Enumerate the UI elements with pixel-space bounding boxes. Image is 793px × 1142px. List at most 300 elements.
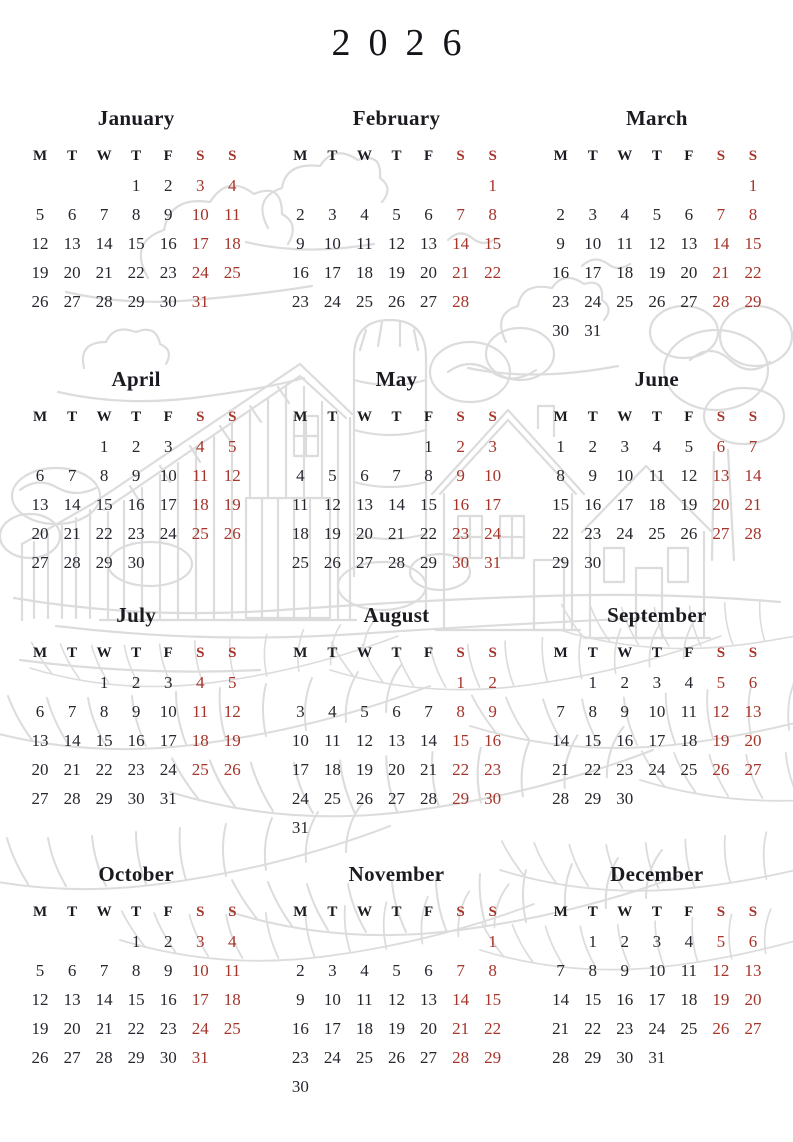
day-number: 14 xyxy=(63,494,81,514)
day-number: 17 xyxy=(159,494,177,514)
day-number: 10 xyxy=(484,465,502,485)
day-number: 4 xyxy=(328,701,337,721)
day-number: 13 xyxy=(680,233,698,253)
day-number: 18 xyxy=(648,494,666,514)
weekday-header: F xyxy=(684,147,694,164)
day-number: 29 xyxy=(95,788,113,808)
empty-day-cell xyxy=(316,1072,348,1101)
empty-day-cell xyxy=(477,813,509,842)
day-grid xyxy=(284,432,508,577)
day-number: 9 xyxy=(456,465,465,485)
day-number: 28 xyxy=(744,523,762,543)
day-number: 6 xyxy=(67,960,77,980)
day-number: 27 xyxy=(387,788,405,808)
weekday-header: F xyxy=(423,147,434,164)
day-number: 10 xyxy=(323,233,341,253)
month-title: June xyxy=(634,367,680,391)
day-number: 24 xyxy=(291,788,309,808)
day-number: 14 xyxy=(552,989,570,1009)
day-number: 26 xyxy=(387,1047,405,1067)
day-number: 5 xyxy=(392,204,401,224)
weekday-header: S xyxy=(716,408,726,425)
day-number: 18 xyxy=(680,730,698,750)
day-number: 7 xyxy=(556,960,565,980)
month-title: December xyxy=(610,862,704,886)
day-number: 24 xyxy=(648,759,666,779)
weekday-header-row xyxy=(24,141,248,171)
weekday-header: M xyxy=(293,408,308,425)
day-number: 23 xyxy=(552,291,570,311)
day-number: 23 xyxy=(584,523,602,543)
day-number: 3 xyxy=(163,436,173,456)
weekday-header: S xyxy=(196,903,205,920)
day-number: 20 xyxy=(744,730,762,750)
day-number: 15 xyxy=(127,233,145,253)
weekday-header-row xyxy=(284,141,508,171)
day-number: 8 xyxy=(588,960,597,980)
day-number: 31 xyxy=(584,320,602,340)
day-number: 24 xyxy=(323,1047,341,1067)
day-number: 19 xyxy=(680,494,698,514)
day-number: 22 xyxy=(452,759,470,779)
day-number: 7 xyxy=(99,960,109,980)
day-number: 1 xyxy=(588,931,597,951)
day-number: 8 xyxy=(131,960,141,980)
day-number: 25 xyxy=(355,291,373,311)
day-number: 7 xyxy=(67,701,77,721)
weekday-header: F xyxy=(423,644,434,661)
day-number: 16 xyxy=(616,989,634,1009)
day-number: 13 xyxy=(744,701,762,721)
day-number: 5 xyxy=(652,204,662,224)
day-number: 15 xyxy=(484,989,502,1009)
day-number: 14 xyxy=(552,730,570,750)
day-number: 19 xyxy=(223,494,241,514)
day-number: 22 xyxy=(484,1018,502,1038)
day-number: 11 xyxy=(356,989,373,1009)
day-number: 10 xyxy=(584,233,602,253)
day-number: 3 xyxy=(328,204,337,224)
day-number: 2 xyxy=(556,204,565,224)
day-number: 19 xyxy=(387,1018,405,1038)
day-number: 6 xyxy=(748,931,758,951)
day-number: 25 xyxy=(191,523,209,543)
day-number: 1 xyxy=(99,672,109,692)
empty-day-cell xyxy=(380,432,412,461)
weekday-header-row xyxy=(545,402,769,432)
day-number: 30 xyxy=(159,291,177,311)
weekday-header: S xyxy=(748,147,758,164)
weekday-header-row xyxy=(545,141,769,171)
day-number: 1 xyxy=(131,175,141,195)
day-number: 19 xyxy=(323,523,341,543)
day-number: 26 xyxy=(355,788,373,808)
day-number: 21 xyxy=(552,1018,570,1038)
day-number: 21 xyxy=(420,759,438,779)
day-number: 17 xyxy=(648,730,666,750)
weekday-header: W xyxy=(96,644,112,661)
day-number: 21 xyxy=(452,262,470,282)
empty-day-cell xyxy=(413,813,445,842)
day-number: 9 xyxy=(131,701,141,721)
weekday-header: S xyxy=(716,903,726,920)
day-number: 28 xyxy=(95,291,113,311)
day-number: 18 xyxy=(355,262,373,282)
weekday-header: S xyxy=(456,147,465,164)
day-number: 25 xyxy=(291,552,309,572)
empty-day-cell xyxy=(24,668,56,697)
month-block xyxy=(545,366,769,577)
day-number: 26 xyxy=(31,291,49,311)
day-number: 30 xyxy=(127,788,145,808)
day-number: 9 xyxy=(296,989,305,1009)
empty-day-cell xyxy=(737,784,769,813)
day-number: 16 xyxy=(159,233,177,253)
day-number: 21 xyxy=(452,1018,470,1038)
day-number: 15 xyxy=(584,730,602,750)
weekday-header: F xyxy=(423,408,434,425)
weekday-header: M xyxy=(32,147,48,164)
weekday-header: S xyxy=(196,147,205,164)
day-number: 14 xyxy=(420,730,438,750)
day-number: 16 xyxy=(291,1018,309,1038)
day-number: 1 xyxy=(488,175,497,195)
weekday-header: F xyxy=(684,408,694,425)
day-number: 15 xyxy=(744,233,762,253)
empty-day-cell xyxy=(88,171,120,200)
day-number: 4 xyxy=(684,672,694,692)
weekday-header: F xyxy=(163,147,173,164)
empty-day-cell xyxy=(673,171,705,200)
weekday-header: T xyxy=(651,408,662,425)
month-block xyxy=(545,105,769,345)
weekday-header: T xyxy=(327,408,338,425)
day-number: 23 xyxy=(291,1047,309,1067)
empty-day-cell xyxy=(477,287,509,316)
day-number: 18 xyxy=(223,989,241,1009)
day-number: 20 xyxy=(712,494,730,514)
weekday-header: W xyxy=(617,408,633,425)
empty-day-cell xyxy=(445,813,477,842)
day-grid xyxy=(24,432,248,577)
weekday-header: T xyxy=(67,147,78,164)
weekday-header: T xyxy=(391,903,402,920)
day-number: 18 xyxy=(291,523,309,543)
day-number: 23 xyxy=(484,759,502,779)
day-grid xyxy=(545,927,769,1072)
weekday-header: T xyxy=(67,644,78,661)
empty-day-cell xyxy=(477,1072,509,1101)
weekday-header: T xyxy=(131,147,142,164)
day-number: 15 xyxy=(552,494,570,514)
day-number: 13 xyxy=(31,730,49,750)
day-number: 3 xyxy=(296,701,305,721)
day-number: 26 xyxy=(223,759,241,779)
empty-day-cell xyxy=(184,784,216,813)
day-number: 22 xyxy=(744,262,762,282)
day-number: 29 xyxy=(744,291,762,311)
day-number: 24 xyxy=(159,523,177,543)
day-number: 21 xyxy=(95,1018,113,1038)
year-title: 2026 xyxy=(331,22,480,64)
day-number: 4 xyxy=(228,175,237,195)
empty-day-cell xyxy=(152,548,184,577)
weekday-header: M xyxy=(32,408,48,425)
empty-day-cell xyxy=(413,668,445,697)
day-number: 2 xyxy=(620,931,630,951)
day-number: 9 xyxy=(620,701,630,721)
day-number: 3 xyxy=(588,204,597,224)
day-number: 17 xyxy=(584,262,602,282)
day-number: 1 xyxy=(99,436,109,456)
day-number: 27 xyxy=(31,788,49,808)
day-number: 28 xyxy=(420,788,438,808)
day-number: 17 xyxy=(191,233,209,253)
day-number: 17 xyxy=(323,1018,341,1038)
day-number: 20 xyxy=(420,1018,438,1038)
day-number: 10 xyxy=(648,701,666,721)
weekday-header-row xyxy=(24,638,248,668)
day-number: 10 xyxy=(616,465,634,485)
month-title: October xyxy=(98,862,174,886)
calendar-page xyxy=(0,20,793,1101)
day-number: 7 xyxy=(424,701,433,721)
weekday-header: S xyxy=(488,903,497,920)
weekday-header: S xyxy=(228,147,237,164)
month-title: July xyxy=(116,603,157,627)
day-number: 2 xyxy=(163,175,173,195)
weekday-header: S xyxy=(748,408,758,425)
month-block xyxy=(284,105,508,316)
day-number: 3 xyxy=(488,436,497,456)
weekday-header: M xyxy=(32,644,48,661)
months-grid xyxy=(0,105,793,1101)
weekday-header: S xyxy=(228,644,237,661)
day-number: 7 xyxy=(456,204,465,224)
day-number: 31 xyxy=(159,788,177,808)
weekday-header: T xyxy=(651,644,662,661)
day-number: 19 xyxy=(223,730,241,750)
day-number: 30 xyxy=(159,1047,177,1067)
day-number: 5 xyxy=(392,960,401,980)
day-number: 18 xyxy=(323,759,341,779)
day-number: 24 xyxy=(484,523,502,543)
day-number: 29 xyxy=(552,552,570,572)
day-number: 2 xyxy=(620,672,630,692)
day-number: 9 xyxy=(163,204,173,224)
day-number: 13 xyxy=(31,494,49,514)
weekday-header: W xyxy=(96,903,112,920)
day-number: 8 xyxy=(99,701,109,721)
day-number: 17 xyxy=(484,494,502,514)
weekday-header: T xyxy=(67,408,78,425)
day-number: 12 xyxy=(223,465,241,485)
day-number: 21 xyxy=(387,523,405,543)
day-number: 2 xyxy=(296,960,305,980)
empty-day-cell xyxy=(316,432,348,461)
month-block xyxy=(284,602,508,842)
empty-day-cell xyxy=(216,1043,248,1072)
day-number: 29 xyxy=(420,552,438,572)
day-number: 21 xyxy=(712,262,730,282)
weekday-header: S xyxy=(196,408,205,425)
day-number: 20 xyxy=(31,523,49,543)
empty-day-cell xyxy=(348,927,380,956)
day-number: 28 xyxy=(95,1047,113,1067)
day-number: 31 xyxy=(191,1047,209,1067)
day-number: 1 xyxy=(588,672,597,692)
weekday-header: S xyxy=(456,408,465,425)
weekday-header: W xyxy=(617,147,633,164)
weekday-header: M xyxy=(553,644,568,661)
month-block xyxy=(284,861,508,1101)
weekday-header: S xyxy=(488,644,497,661)
empty-day-cell xyxy=(673,1043,705,1072)
month-block xyxy=(545,602,769,813)
weekday-header: S xyxy=(748,903,758,920)
day-number: 17 xyxy=(191,989,209,1009)
day-number: 27 xyxy=(744,1018,762,1038)
day-number: 14 xyxy=(744,465,762,485)
weekday-header: T xyxy=(327,903,338,920)
day-number: 8 xyxy=(588,701,597,721)
day-number: 24 xyxy=(159,759,177,779)
empty-day-cell xyxy=(641,548,673,577)
empty-day-cell xyxy=(24,171,56,200)
day-number: 6 xyxy=(716,436,726,456)
day-number: 20 xyxy=(63,1018,81,1038)
day-grid xyxy=(24,668,248,813)
day-grid xyxy=(24,171,248,316)
month-title: November xyxy=(348,862,445,886)
empty-day-cell xyxy=(380,171,412,200)
day-number: 13 xyxy=(63,989,81,1009)
day-number: 7 xyxy=(456,960,465,980)
day-number: 26 xyxy=(648,291,666,311)
empty-day-cell xyxy=(348,668,380,697)
weekday-header: T xyxy=(131,408,142,425)
weekday-header-row xyxy=(545,897,769,927)
empty-day-cell xyxy=(577,171,609,200)
weekday-header: T xyxy=(391,408,402,425)
day-number: 11 xyxy=(356,233,373,253)
day-number: 6 xyxy=(424,960,433,980)
weekday-header: S xyxy=(456,903,465,920)
weekday-header: T xyxy=(587,903,598,920)
empty-day-cell xyxy=(56,171,88,200)
empty-day-cell xyxy=(284,171,316,200)
day-number: 5 xyxy=(684,436,694,456)
day-number: 19 xyxy=(31,262,49,282)
day-number: 24 xyxy=(584,291,602,311)
day-number: 6 xyxy=(392,701,401,721)
day-number: 8 xyxy=(748,204,758,224)
day-number: 5 xyxy=(35,960,45,980)
weekday-header: M xyxy=(32,903,48,920)
weekday-header: F xyxy=(684,644,694,661)
day-number: 2 xyxy=(588,436,597,456)
day-number: 11 xyxy=(648,465,665,485)
day-number: 15 xyxy=(452,730,470,750)
weekday-header: T xyxy=(587,147,598,164)
empty-day-cell xyxy=(316,171,348,200)
day-number: 30 xyxy=(552,320,570,340)
day-number: 4 xyxy=(620,204,630,224)
day-number: 27 xyxy=(31,552,49,572)
day-number: 3 xyxy=(163,672,173,692)
day-number: 24 xyxy=(616,523,634,543)
day-number: 22 xyxy=(584,1018,602,1038)
day-number: 29 xyxy=(127,291,145,311)
weekday-header: M xyxy=(293,903,308,920)
day-number: 19 xyxy=(31,1018,49,1038)
day-number: 12 xyxy=(355,730,373,750)
day-number: 19 xyxy=(355,759,373,779)
day-number: 7 xyxy=(556,701,565,721)
day-number: 21 xyxy=(95,262,113,282)
day-number: 15 xyxy=(95,730,113,750)
empty-day-cell xyxy=(380,1072,412,1101)
day-number: 25 xyxy=(323,788,341,808)
day-number: 16 xyxy=(159,989,177,1009)
day-number: 21 xyxy=(552,759,570,779)
day-number: 26 xyxy=(680,523,698,543)
day-number: 6 xyxy=(360,465,369,485)
day-number: 26 xyxy=(387,291,405,311)
weekday-header: T xyxy=(131,903,142,920)
month-title: April xyxy=(111,367,161,391)
empty-day-cell xyxy=(380,813,412,842)
weekday-header: M xyxy=(553,147,568,164)
day-number: 18 xyxy=(616,262,634,282)
day-number: 25 xyxy=(355,1047,373,1067)
day-grid xyxy=(24,927,248,1072)
weekday-header: T xyxy=(67,903,78,920)
empty-day-cell xyxy=(705,316,737,345)
day-number: 3 xyxy=(652,931,662,951)
day-number: 29 xyxy=(452,788,470,808)
weekday-header: W xyxy=(617,903,633,920)
day-number: 29 xyxy=(127,1047,145,1067)
day-number: 5 xyxy=(716,672,726,692)
empty-day-cell xyxy=(284,668,316,697)
month-title: September xyxy=(607,603,707,627)
month-block xyxy=(545,861,769,1072)
day-grid xyxy=(545,668,769,813)
day-number: 13 xyxy=(420,233,438,253)
empty-day-cell xyxy=(705,171,737,200)
day-number: 6 xyxy=(748,672,758,692)
day-number: 4 xyxy=(196,672,205,692)
month-block xyxy=(24,105,248,316)
day-number: 19 xyxy=(712,730,730,750)
month-title: February xyxy=(352,106,441,130)
day-number: 27 xyxy=(63,1047,81,1067)
day-number: 18 xyxy=(191,494,209,514)
weekday-header-row xyxy=(284,897,508,927)
day-number: 27 xyxy=(744,759,762,779)
day-number: 17 xyxy=(159,730,177,750)
empty-day-cell xyxy=(705,1043,737,1072)
day-number: 20 xyxy=(744,989,762,1009)
day-number: 31 xyxy=(191,291,209,311)
day-grid xyxy=(284,668,508,842)
empty-day-cell xyxy=(673,548,705,577)
empty-day-cell xyxy=(316,813,348,842)
day-number: 8 xyxy=(99,465,109,485)
day-number: 8 xyxy=(556,465,565,485)
day-number: 20 xyxy=(355,523,373,543)
